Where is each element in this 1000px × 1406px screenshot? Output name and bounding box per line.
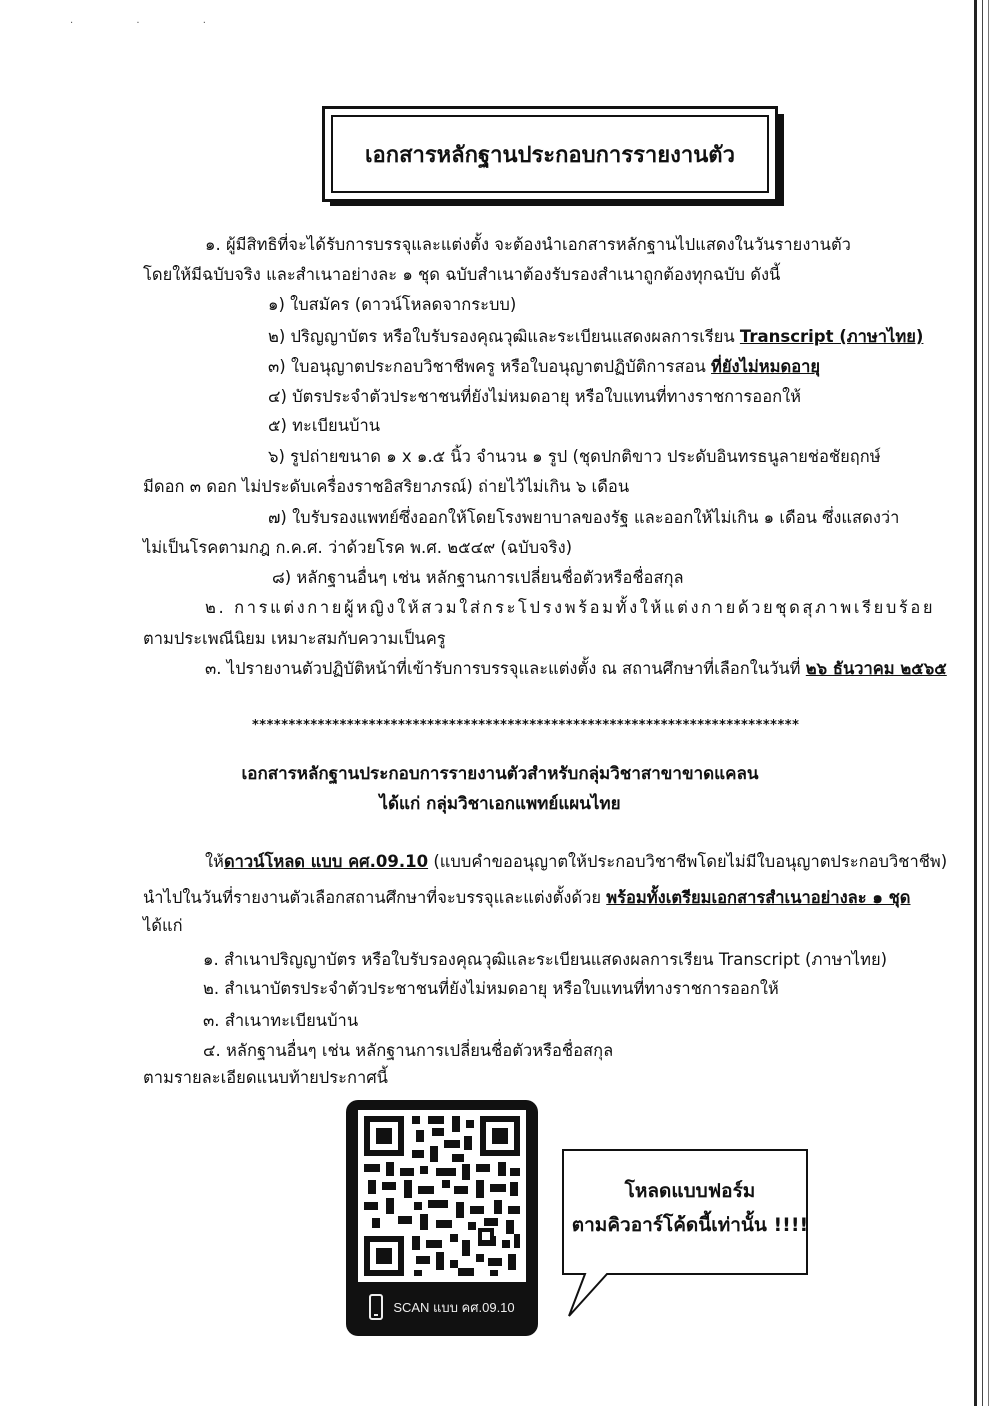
line2-text: นำไปในวันที่รายงานตัวเลือกสถานศึกษาที่จะบรรจุและแต่งตั้งด้วย [143, 888, 607, 907]
para3-text: ๓. ไปรายงานตัวปฏิบัติหน้าที่เข้ารับการบรรจุและแต่งตั้ง ณ สถานศึกษาที่เลือกในวันที่ [205, 659, 806, 678]
qr-code-image [358, 1110, 526, 1282]
closing-line: ตามรายละเอียดแนบท้ายประกาศนี้ [143, 1068, 388, 1087]
speech-bubble-text [570, 1174, 810, 1242]
item-8: ๘) หลักฐานอื่นๆ เช่น หลักฐานการเปลี่ยนชื่อตัวหรือชื่อสกุล [272, 568, 684, 587]
intro-prefix: ให้ [205, 852, 224, 871]
scan-edge-line [988, 0, 989, 1406]
section2-line2 [143, 886, 911, 910]
item-7-line1: ๗) ใบรับรองแพทย์ซึ่งออกให้โดยโรงพยาบาลของรัฐ และออกให้ไม่เกิน ๑ เดือน ซึ่งแสดงว่า [268, 508, 900, 527]
download-form-link: ดาวน์โหลด แบบ คศ.09.10 [223, 852, 429, 871]
item-2-text: ๒) ปริญญาบัตร หรือใบรับรองคุณวุฒิและระเบียนแสดงผลการเรียน [268, 327, 740, 346]
copy-list-item-3: ๓. สำเนาทะเบียนบ้าน [203, 1011, 359, 1030]
report-date: ๒๖ ธันวาคม ๒๕๖๕ [805, 659, 947, 678]
item-6-line2: มีดอก ๓ ดอก ไม่ประดับเครื่องราชอิสริยาภรณ์) ถ่ายไว้ไม่เกิน ๖ เดือน [143, 477, 630, 496]
qr-code[interactable] [358, 1110, 526, 1282]
para2-line2: ตามประเพณีนิยม เหมาะสมกับความเป็นครู [143, 629, 446, 648]
para2-line1: ๒. การแต่งกายผู้หญิงให้สวมใส่กระโปรงพร้อมทั้งให้แต่งกายด้วยชุดสุภาพเรียบร้อย [205, 598, 936, 617]
scan-label: SCAN แบบ คศ.09.10 [393, 1299, 515, 1315]
qr-code-card[interactable] [346, 1100, 538, 1336]
copy-list-item-1: ๑. สำเนาปริญญาบัตร หรือใบรับรองคุณวุฒิและระเบียนแสดงผลการเรียน Transcript (ภาษาไทย) [203, 950, 888, 969]
para1-line1: ๑. ผู้มีสิทธิที่จะได้รับการบรรจุและแต่งตั้ง จะต้องนำเอกสารหลักฐานไปแสดงในวันรายงานตัว [205, 235, 851, 254]
scan-label-row [346, 1290, 538, 1324]
line2-underlined: พร้อมทั้งเตรียมเอกสารสำเนาอย่างละ ๑ ชุด [606, 888, 911, 907]
item-3 [268, 355, 820, 379]
item-3-text: ๓) ใบอนุญาตประกอบวิชาชีพครู หรือใบอนุญาตปฏิบัติการสอน [268, 357, 712, 376]
page-title: เอกสารหลักฐานประกอบการรายงานตัว [331, 115, 769, 193]
item-6-line1: ๖) รูปถ่ายขนาด ๑ x ๑.๕ นิ้ว จำนวน ๑ รูป (ชุดปกติขาว ประดับอินทรธนูลายช่อชัยฤกษ์ [268, 447, 881, 466]
para1-line2: โดยให้มีฉบับจริง และสำเนาอย่างละ ๑ ชุด ฉบับสำเนาต้องรับรองสำเนาถูกต้องทุกฉบับ ดังนี้ [143, 265, 781, 284]
bubble-line2: ตามคิวอาร์โค้ดนี้เท่านั้น !!!! [571, 1214, 809, 1236]
copy-list-item-2: ๒. สำเนาบัตรประจำตัวประชาชนที่ยังไม่หมดอายุ หรือใบแทนที่ทางราชการออกให้ [203, 979, 779, 998]
item-7-line2: ไม่เป็นโรคตามกฎ ก.ค.ศ. ว่าด้วยโรค พ.ศ. ๒๕๔๙ (ฉบับจริง) [143, 538, 573, 557]
scan-edge-line [982, 0, 983, 1406]
item-5: ๕) ทะเบียนบ้าน [268, 416, 380, 435]
title-box [322, 106, 778, 202]
section2-line3: ได้แก่ [143, 916, 183, 935]
scan-specks: · · · [70, 18, 236, 29]
item-3-underlined: ที่ยังไม่หมดอายุ [711, 357, 821, 376]
smartphone-icon [369, 1294, 383, 1320]
item-2 [268, 325, 923, 349]
scan-edge-line [974, 0, 977, 1406]
section2-heading-line2: ได้แก่ กลุ่มวิชาเอกแพทย์แผนไทย [379, 794, 621, 814]
separator-stars: *************************************************************************** [252, 718, 800, 733]
item-4: ๔) บัตรประจำตัวประชาชนที่ยังไม่หมดอายุ หรือใบแทนที่ทางราชการออกให้ [268, 387, 802, 406]
copy-list-item-4: ๔. หลักฐานอื่นๆ เช่น หลักฐานการเปลี่ยนชื่อตัวหรือชื่อสกุล [203, 1041, 614, 1060]
item-1: ๑) ใบสมัคร (ดาวน์โหลดจากระบบ) [268, 295, 517, 314]
section2-heading-line1: เอกสารหลักฐานประกอบการรายงานตัวสำหรับกลุ่มวิชาสาขาขาดแคลน [241, 764, 759, 784]
item-2-underlined: Transcript (ภาษาไทย) [739, 327, 924, 346]
intro-suffix: (แบบคำขออนุญาตให้ประกอบวิชาชีพโดยไม่มีใบอนุญาตประกอบวิชาชีพ) [428, 852, 948, 871]
section2-intro [205, 850, 947, 874]
bubble-line1: โหลดแบบฟอร์ม [624, 1180, 756, 1202]
para3 [205, 657, 947, 681]
